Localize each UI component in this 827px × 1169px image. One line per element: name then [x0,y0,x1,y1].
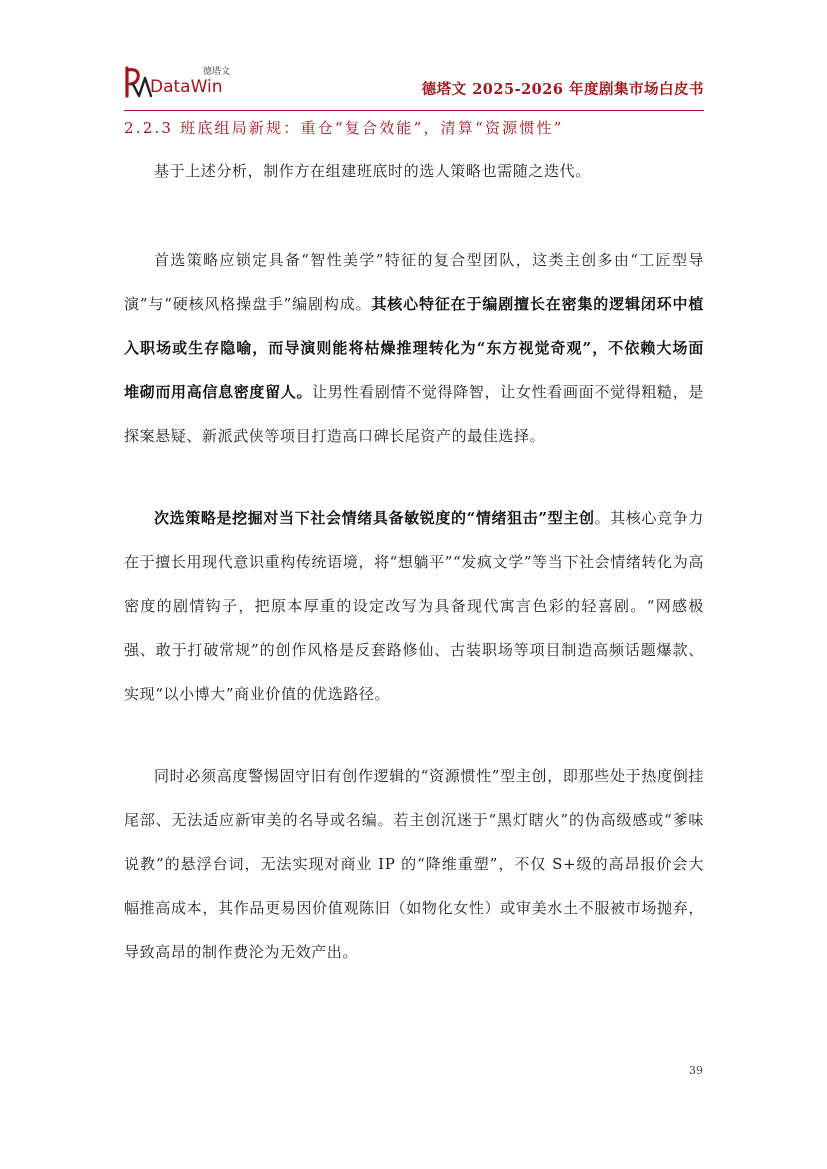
header-divider [124,110,704,111]
datawin-logo [124,64,244,104]
paragraph-first-strategy-tail: 让男性看剧情不觉得降智，让女性看画面不觉得粗糙，是探案悬疑、新派武侠等项目打造高口碑长尾资产的最佳选择。 [124,383,704,445]
paragraph-second-strategy-bold: 次选策略是挖掘对当下社会情绪具备敏锐度的“情绪狙击”型主创 [154,509,595,527]
section-heading: 2.2.3 班底组局新规：重仓“复合效能”，清算“资源惯性” [124,119,564,137]
paragraph-intro [124,149,704,193]
paragraph-intro-text: 基于上述分析，制作方在组建班底时的选人策略也需随之迭代。 [154,162,591,180]
paragraph-warning [124,754,704,974]
paragraph-first-strategy-bold: 其核心特征在于编剧擅长在密集的逻辑闭环中植入职场或生存隐喻，而导演则能将枯燥推理转化为“东方视觉奇观”，不依赖大场面堆砌而用高信息密度留人。 [124,295,704,401]
paragraph-warning-text: 同时必须高度警惕固守旧有创作逻辑的“资源惯性”型主创，即那些处于热度倒挂尾部、无法适应新审美的名导或名编。若主创沉迷于“黑灯瞎火”的伪高级感或“爹味说教”的悬浮台词，无法实现对商业 IP 的“降维重塑”，不仅 S+级的高昂报价会大幅推高成本，其作品更易因价值观陈旧（如物化女性）或审美水土不服被市场抛弃，导致高昂的制作费沦为无效产出。 [124,767,704,961]
logo-english-text: DataWin [150,77,223,97]
page-header [124,62,704,112]
paragraph-second-strategy-body: 。其核心竞争力在于擅长用现代意识重构传统语境，将“想躺平”“发疯文学”等当下社会情绪转化为高密度的剧情钩子，把原本厚重的设定改写为具备现代寓言色彩的轻喜剧。“网感极强、敢于打破常规”的创作风格是反套路修仙、古装职场等项目制造高频话题爆款、实现“以小博大”商业价值的优选路径。 [124,509,704,703]
report-title: 德塔文 2025-2026 年度剧集市场白皮书 [421,81,704,98]
page-number: 39 [689,1064,703,1077]
paragraph-first-strategy-lead: 首选策略应锁定具备“智性美学”特征的复合型团队，这类主创多由“工匠型导演”与“硬核风格操盘手”编剧构成。 [124,251,704,313]
paragraph-second-strategy [124,496,704,716]
paragraph-first-strategy [124,238,704,458]
logo-chinese-text: 德塔文 [203,67,231,77]
